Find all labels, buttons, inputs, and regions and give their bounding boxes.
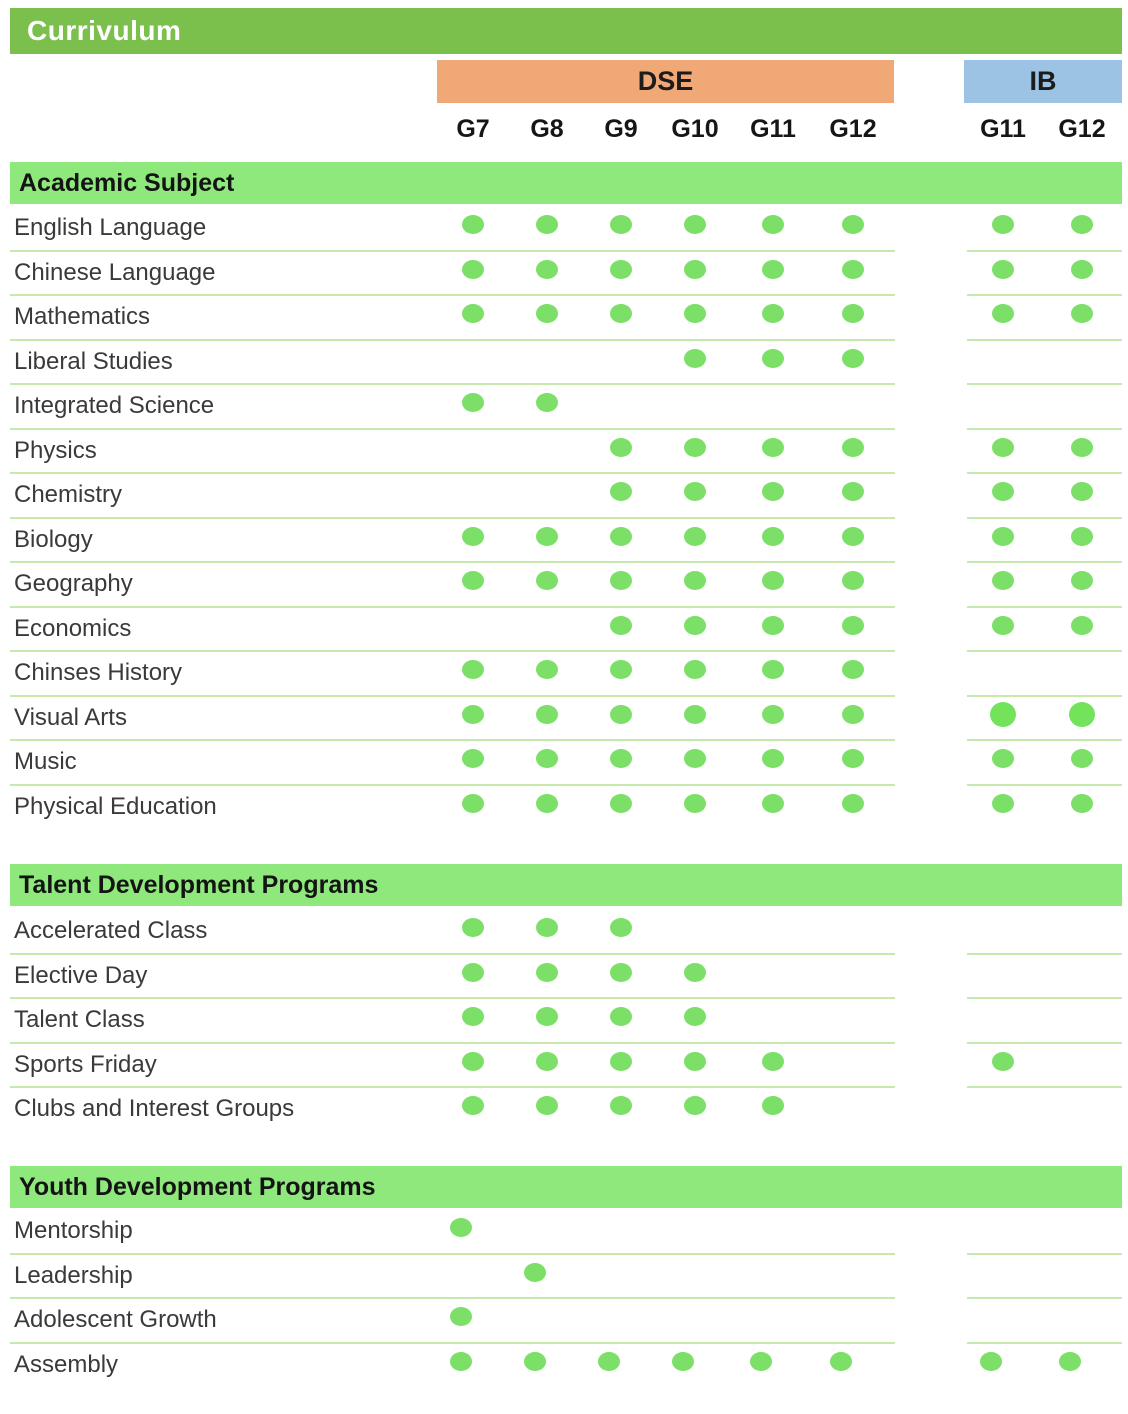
table-row <box>0 252 1128 297</box>
curriculum-dot <box>990 702 1016 727</box>
curriculum-dot <box>684 349 706 368</box>
curriculum-dot <box>992 794 1014 813</box>
curriculum-dot <box>762 349 784 368</box>
curriculum-dot <box>684 571 706 590</box>
curriculum-dot <box>610 705 632 724</box>
curriculum-dot <box>610 571 632 590</box>
curriculum-dot <box>992 482 1014 501</box>
curriculum-dot <box>450 1218 472 1237</box>
curriculum-dot <box>524 1352 546 1371</box>
curriculum-dot <box>450 1307 472 1326</box>
curriculum-dot <box>762 482 784 501</box>
row-label: Music <box>14 748 77 775</box>
curriculum-dot <box>1059 1352 1081 1371</box>
curriculum-dot <box>524 1263 546 1282</box>
curriculum-dot <box>762 527 784 546</box>
curriculum-dot <box>610 1007 632 1026</box>
table-row <box>0 697 1128 742</box>
curriculum-dot <box>1071 749 1093 768</box>
grade-header-dse-g9: G9 <box>604 115 638 143</box>
curriculum-dot <box>462 660 484 679</box>
curriculum-dot <box>610 616 632 635</box>
section-header <box>10 162 1122 204</box>
grade-header-ib-g11: G11 <box>980 115 1026 143</box>
curriculum-dot <box>992 260 1014 279</box>
row-label: English Language <box>14 214 207 241</box>
curriculum-dot <box>1071 616 1093 635</box>
table-row <box>0 1344 1128 1389</box>
curriculum-dot <box>762 571 784 590</box>
curriculum-dot <box>992 616 1014 635</box>
curriculum-dot <box>462 571 484 590</box>
curriculum-dot <box>684 482 706 501</box>
curriculum-dot <box>684 1007 706 1026</box>
curriculum-dot <box>462 963 484 982</box>
curriculum-dot <box>762 260 784 279</box>
curriculum-dot <box>462 794 484 813</box>
table-row <box>0 1299 1128 1344</box>
grade-header-dse-g7: G7 <box>456 115 490 143</box>
table-row <box>0 1088 1128 1133</box>
dse-label: DSE <box>637 66 694 96</box>
curriculum-dot <box>1071 571 1093 590</box>
row-label: Clubs and Interest Groups <box>14 1095 295 1122</box>
curriculum-dot <box>842 660 864 679</box>
curriculum-dot <box>536 304 558 323</box>
page-title: Currivulum <box>27 15 182 46</box>
table-row <box>0 999 1128 1044</box>
row-label: Accelerated Class <box>14 917 208 944</box>
table-row <box>0 786 1128 831</box>
grade-header-dse-g12: G12 <box>829 115 877 143</box>
curriculum-dot <box>992 438 1014 457</box>
curriculum-dot <box>1071 527 1093 546</box>
table-row <box>0 385 1128 430</box>
curriculum-dot <box>684 660 706 679</box>
curriculum-dot <box>610 438 632 457</box>
curriculum-dot <box>842 304 864 323</box>
curriculum-dot <box>462 705 484 724</box>
curriculum-dot <box>750 1352 772 1371</box>
curriculum-dot <box>992 749 1014 768</box>
curriculum-dot <box>684 215 706 234</box>
curriculum-dot <box>536 1052 558 1071</box>
title-bar <box>10 8 1122 54</box>
row-label: Visual Arts <box>14 703 127 731</box>
row-label: Chinese Language <box>14 258 216 286</box>
curriculum-dot <box>992 527 1014 546</box>
curriculum-dot <box>762 616 784 635</box>
curriculum-dot <box>992 571 1014 590</box>
curriculum-dot <box>536 794 558 813</box>
curriculum-dot <box>992 304 1014 323</box>
curriculum-dot <box>536 571 558 590</box>
row-label: Geography <box>14 570 133 597</box>
curriculum-dot <box>598 1352 620 1371</box>
row-label: Mathematics <box>14 303 151 330</box>
curriculum-dot <box>684 304 706 323</box>
curriculum-dot <box>610 794 632 813</box>
section-header-label: Youth Development Programs <box>19 1173 376 1201</box>
curriculum-dot <box>536 660 558 679</box>
row-label: Chemistry <box>14 481 123 508</box>
table-row <box>0 608 1128 653</box>
curriculum-dot <box>762 660 784 679</box>
table-row <box>0 910 1128 955</box>
curriculum-dot <box>462 393 484 412</box>
row-label: Mentorship <box>14 1217 133 1244</box>
row-label: Biology <box>14 525 93 553</box>
grade-header-dse-g8: G8 <box>530 115 564 143</box>
table-row <box>0 563 1128 608</box>
curriculum-dot <box>536 963 558 982</box>
row-label: Sports Friday <box>14 1050 157 1078</box>
curriculum-dot <box>462 260 484 279</box>
curriculum-dot <box>992 1052 1014 1071</box>
curriculum-dot <box>684 260 706 279</box>
curriculum-dot <box>536 918 558 937</box>
grade-header-ib-g12: G12 <box>1058 115 1106 143</box>
curriculum-dot <box>462 1096 484 1115</box>
curriculum-dot <box>610 1096 632 1115</box>
curriculum-dot <box>610 260 632 279</box>
curriculum-dot <box>1071 482 1093 501</box>
row-label: Physics <box>14 436 97 464</box>
section-header-label: Talent Development Programs <box>19 871 379 899</box>
curriculum-dot <box>610 963 632 982</box>
curriculum-dot <box>536 749 558 768</box>
curriculum-dot <box>462 749 484 768</box>
curriculum-dot <box>762 1096 784 1115</box>
curriculum-dot <box>536 393 558 412</box>
curriculum-dot <box>536 260 558 279</box>
curriculum-dot <box>830 1352 852 1371</box>
curriculum-dot <box>1071 260 1093 279</box>
curriculum-dot <box>610 749 632 768</box>
curriculum-dot <box>536 705 558 724</box>
curriculum-dot <box>842 527 864 546</box>
curriculum-dot <box>762 438 784 457</box>
section-header <box>10 864 1122 906</box>
curriculum-dot <box>536 527 558 546</box>
ib-column-group-header <box>964 60 1122 103</box>
curriculum-dot <box>842 215 864 234</box>
section-header-label: Academic Subject <box>19 169 235 197</box>
curriculum-dot <box>610 304 632 323</box>
curriculum-dot <box>980 1352 1002 1371</box>
curriculum-dot <box>610 660 632 679</box>
curriculum-dot <box>462 918 484 937</box>
curriculum-dot <box>462 527 484 546</box>
table-row <box>0 1210 1128 1255</box>
curriculum-dot <box>1069 702 1095 727</box>
curriculum-dot <box>762 794 784 813</box>
curriculum-dot <box>462 215 484 234</box>
curriculum-dot <box>684 438 706 457</box>
row-label: Economics <box>14 614 132 642</box>
curriculum-dot <box>536 1096 558 1115</box>
row-label: Physical Education <box>14 792 217 820</box>
dse-column-group-header <box>437 60 894 103</box>
curriculum-dot <box>762 705 784 724</box>
curriculum-dot <box>684 1096 706 1115</box>
curriculum-dot <box>842 616 864 635</box>
curriculum-dot <box>462 1052 484 1071</box>
row-label: Leadership <box>14 1261 133 1289</box>
section-header <box>10 1166 1122 1208</box>
row-label: Talent Class <box>14 1006 145 1033</box>
curriculum-dot <box>684 705 706 724</box>
table-row <box>0 955 1128 1000</box>
curriculum-dot <box>762 304 784 323</box>
table-row <box>0 741 1128 786</box>
curriculum-dot <box>842 705 864 724</box>
curriculum-dot <box>450 1352 472 1371</box>
curriculum-dot <box>842 482 864 501</box>
curriculum-dot <box>684 616 706 635</box>
curriculum-dot <box>610 215 632 234</box>
curriculum-dot <box>684 749 706 768</box>
curriculum-dot <box>684 963 706 982</box>
curriculum-dot <box>610 918 632 937</box>
row-label: Integrated Science <box>14 392 215 419</box>
table-row <box>0 474 1128 519</box>
curriculum-dot <box>842 749 864 768</box>
table-row <box>0 519 1128 564</box>
table-row <box>0 207 1128 252</box>
curriculum-dot <box>462 1007 484 1026</box>
table-row <box>0 341 1128 386</box>
row-label: Liberal Studies <box>14 347 173 375</box>
curriculum-dot <box>672 1352 694 1371</box>
table-row <box>0 1044 1128 1089</box>
grade-header-dse-g10: G10 <box>671 115 719 143</box>
table-row <box>0 1255 1128 1300</box>
curriculum-dot <box>1071 215 1093 234</box>
table-row <box>0 296 1128 341</box>
table-row <box>0 652 1128 697</box>
curriculum-dot <box>610 1052 632 1071</box>
curriculum-dot <box>610 482 632 501</box>
ib-label: IB <box>1029 66 1057 96</box>
curriculum-dot <box>610 527 632 546</box>
curriculum-dot <box>842 438 864 457</box>
row-label: Chinses History <box>14 659 183 686</box>
curriculum-dot <box>684 794 706 813</box>
curriculum-dot <box>842 260 864 279</box>
row-label: Elective Day <box>14 961 148 989</box>
row-label: Adolescent Growth <box>14 1306 217 1333</box>
curriculum-dot <box>536 215 558 234</box>
table-row <box>0 430 1128 475</box>
curriculum-dot <box>842 349 864 368</box>
curriculum-dot <box>762 1052 784 1071</box>
curriculum-dot <box>1071 304 1093 323</box>
curriculum-dot <box>992 215 1014 234</box>
curriculum-dot <box>1071 794 1093 813</box>
row-label: Assembly <box>14 1350 119 1378</box>
curriculum-dot <box>1071 438 1093 457</box>
grade-header-dse-g11: G11 <box>750 115 796 143</box>
curriculum-dot <box>684 527 706 546</box>
curriculum-dot <box>762 749 784 768</box>
curriculum-dot <box>462 304 484 323</box>
curriculum-dot <box>842 571 864 590</box>
curriculum-dot <box>842 794 864 813</box>
curriculum-dot <box>762 215 784 234</box>
curriculum-dot <box>536 1007 558 1026</box>
curriculum-dot <box>684 1052 706 1071</box>
